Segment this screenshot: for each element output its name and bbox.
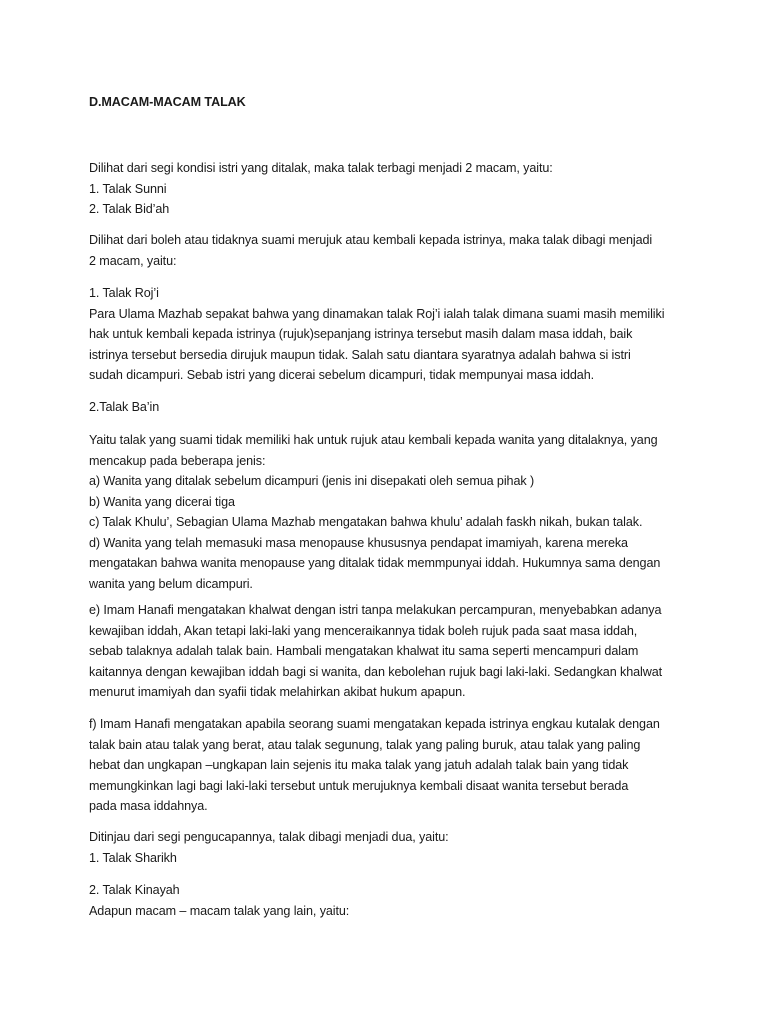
paragraph-line: Para Ulama Mazhab sepakat bahwa yang dinamakan talak Roj’i ialah talak dimana suami masih memiliki [89, 306, 665, 321]
paragraph-line: 1. Talak Sharikh [89, 850, 177, 865]
paragraph-line: memungkinkan lagi bagi laki-laki tersebut untuk merujuknya kembali disaat wanita tersebut berada [89, 778, 629, 793]
paragraph-line: 1. Talak Sunni [89, 181, 167, 196]
heading-block [89, 92, 689, 113]
paragraph-line: menurut imamiyah dan syafii tidak melahirkan akibat hukum apapun. [89, 685, 466, 699]
paragraph-line: sudah dicampuri. Sebab istri yang dicerai sebelum dicampuri, tidak mempunyai masa iddah. [89, 368, 595, 382]
paragraph-line: Adapun macam – macam talak yang lain, yaitu: [89, 903, 350, 918]
paragraph-line: e) Imam Hanafi mengatakan khalwat dengan istri tanpa melakukan percampuran, menyebabkan adanya [89, 603, 662, 617]
paragraph-line: mencakup pada beberapa jenis: [89, 453, 266, 468]
paragraph-line: kaitannya dengan kewajiban iddah bagi si wanita, dan kebolehan rujuk bagi laki-laki. Sedangkan khalwat [89, 664, 663, 679]
paragraph-line: d) Wanita yang telah memasuki masa menopause khususnya pendapat imamiyah, karena mereka [89, 535, 628, 550]
paragraph-line: sebab talaknya adalah talak bain. Hambali mengatakan khalwat itu sama seperti mencampuri dalam [89, 644, 639, 658]
paragraph-line: Dilihat dari segi kondisi istri yang ditalak, maka talak terbagi menjadi 2 macam, yaitu: [89, 161, 553, 175]
paragraph-line: Dilihat dari boleh atau tidaknya suami merujuk atau kembali kepada istrinya, maka talak dibagi menjadi [89, 233, 653, 247]
paragraph-line: 2 macam, yaitu: [89, 253, 177, 268]
paragraph-line: a) Wanita yang ditalak sebelum dicampuri (jenis ini disepakati oleh semua pihak ) [89, 474, 535, 488]
paragraph-line: Yaitu talak yang suami tidak memiliki hak untuk rujuk atau kembali kepada wanita yang ditalaknya, yang [89, 433, 658, 447]
paragraph-line: hak untuk kembali kepada istrinya (rujuk)sepanjang istrinya tersebut masih dalam masa iddah, baik [89, 327, 633, 341]
section-heading: D.MACAM-MACAM TALAK [89, 95, 246, 109]
paragraph-line: mengatakan bahwa wanita menopause yang ditalak tidak memmpunyai iddah. Hukumnya sama dengan [89, 556, 661, 570]
paragraph-line: c) Talak Khulu’, Sebagian Ulama Mazhab mengatakan bahwa khulu’ adalah faskh nikah, bukan talak. [89, 515, 643, 529]
paragraph-line: 2. Talak Kinayah [89, 883, 180, 897]
paragraph-7 [89, 714, 689, 817]
paragraph-line: talak bain atau talak yang berat, atau talak segunung, talak yang paling buruk, atau talak yang paling [89, 737, 641, 752]
paragraph-line: f) Imam Hanafi mengatakan apabila seorang suami mengatakan kepada istrinya engkau kutalak dengan [89, 717, 660, 731]
paragraph-line: wanita yang belum dicampuri. [89, 576, 253, 591]
paragraph-2 [89, 230, 689, 271]
paragraph-9 [89, 880, 689, 921]
paragraph-line: pada masa iddahnya. [89, 799, 208, 813]
paragraph-line: istrinya tersebut bersedia dirujuk maupun tidak. Salah satu diantara syaratnya adalah bahwa si istri [89, 347, 631, 362]
paragraph-line: 2.Talak Ba’in [89, 400, 160, 414]
paragraph-line: 2. Talak Bid’ah [89, 202, 170, 216]
paragraph-5 [89, 430, 689, 594]
paragraph-6 [89, 600, 689, 703]
paragraph-line: 1. Talak Roj’i [89, 286, 159, 300]
paragraph-8 [89, 827, 689, 868]
paragraph-4 [89, 397, 689, 418]
paragraph-1 [89, 158, 689, 220]
paragraph-line: kewajiban iddah, Akan tetapi laki-laki yang menceraikannya tidak boleh rujuk pada saat masa iddah, [89, 623, 638, 638]
paragraph-line: b) Wanita yang dicerai tiga [89, 494, 235, 509]
paragraph-line: Ditinjau dari segi pengucapannya, talak dibagi menjadi dua, yaitu: [89, 830, 449, 844]
paragraph-3 [89, 283, 689, 386]
paragraph-line: hebat dan ungkapan –ungkapan lain sejenis itu maka talak yang jatuh adalah talak bain yang tidak [89, 758, 629, 772]
